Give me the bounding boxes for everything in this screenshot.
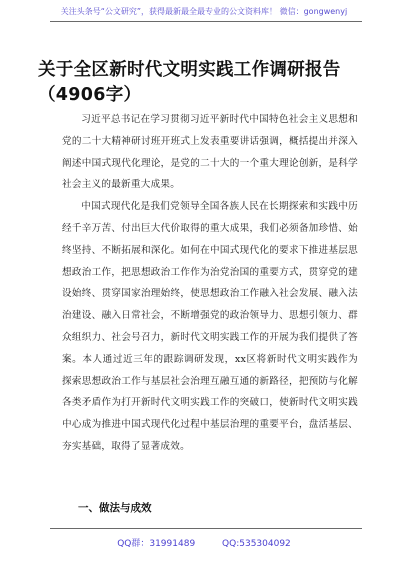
- document-body: [62, 109, 358, 458]
- document-title: 关于全区新时代文明实践工作调研报告（4906字）: [38, 60, 341, 105]
- body-paragraph: 中国式现代化是我们党领导全国各族人民在长期探索和实践中历经千辛万苦、付出巨大代价取得的重大成果，我们必须备加珍惜、始终坚持、不断拓展和深化。如何在中国式现代化的要求下推进基层思想政治工作，把思想政治工作作为治党治国的重要方式，贯穿党的建设始终、贯穿国家治理始终，使思想政治工作融入社会发展、融入法治建设、融入日常社会，不断增强党的政治领导力、思想引领力、群众组织力、社会号召力，新时代文明实践工作的开展为我们提供了答案。本人通过近三年的跟踪调研发现，xx区将新时代文明实践作为探索思想政治工作与基层社会治理互融互通的新路径，把预防与化解各类矛盾作为打开新时代文明实践工作的突破口，使新时代文明实践中心成为推进中国式现代化过程中基层治理的重要平台，盘活基层、夯实基础，取得了显著成效。: [62, 201, 358, 452]
- body-paragraph: 习近平总书记在学习贯彻习近平新时代中国特色社会主义思想和党的二十大精神研讨班开班式上发表重要讲话强调，概括提出并深入阐述中国式现代化理论，是党的二十大的一个重大理论创新，是科学社会主义的最新重大成果。: [62, 114, 358, 191]
- footer-divider: [50, 528, 362, 529]
- section-heading: 一、做法与成效: [78, 502, 152, 514]
- header-divider: [50, 21, 362, 22]
- header-banner: 关注头条号“公文研究”，获得最新最全最专业的公文资料库！ 微信：gongwenyj: [60, 7, 348, 16]
- footer-qq-group: QQ群：31991489: [117, 539, 196, 549]
- footer-qq: QQ:535304092: [222, 539, 291, 549]
- footer: [0, 536, 408, 549]
